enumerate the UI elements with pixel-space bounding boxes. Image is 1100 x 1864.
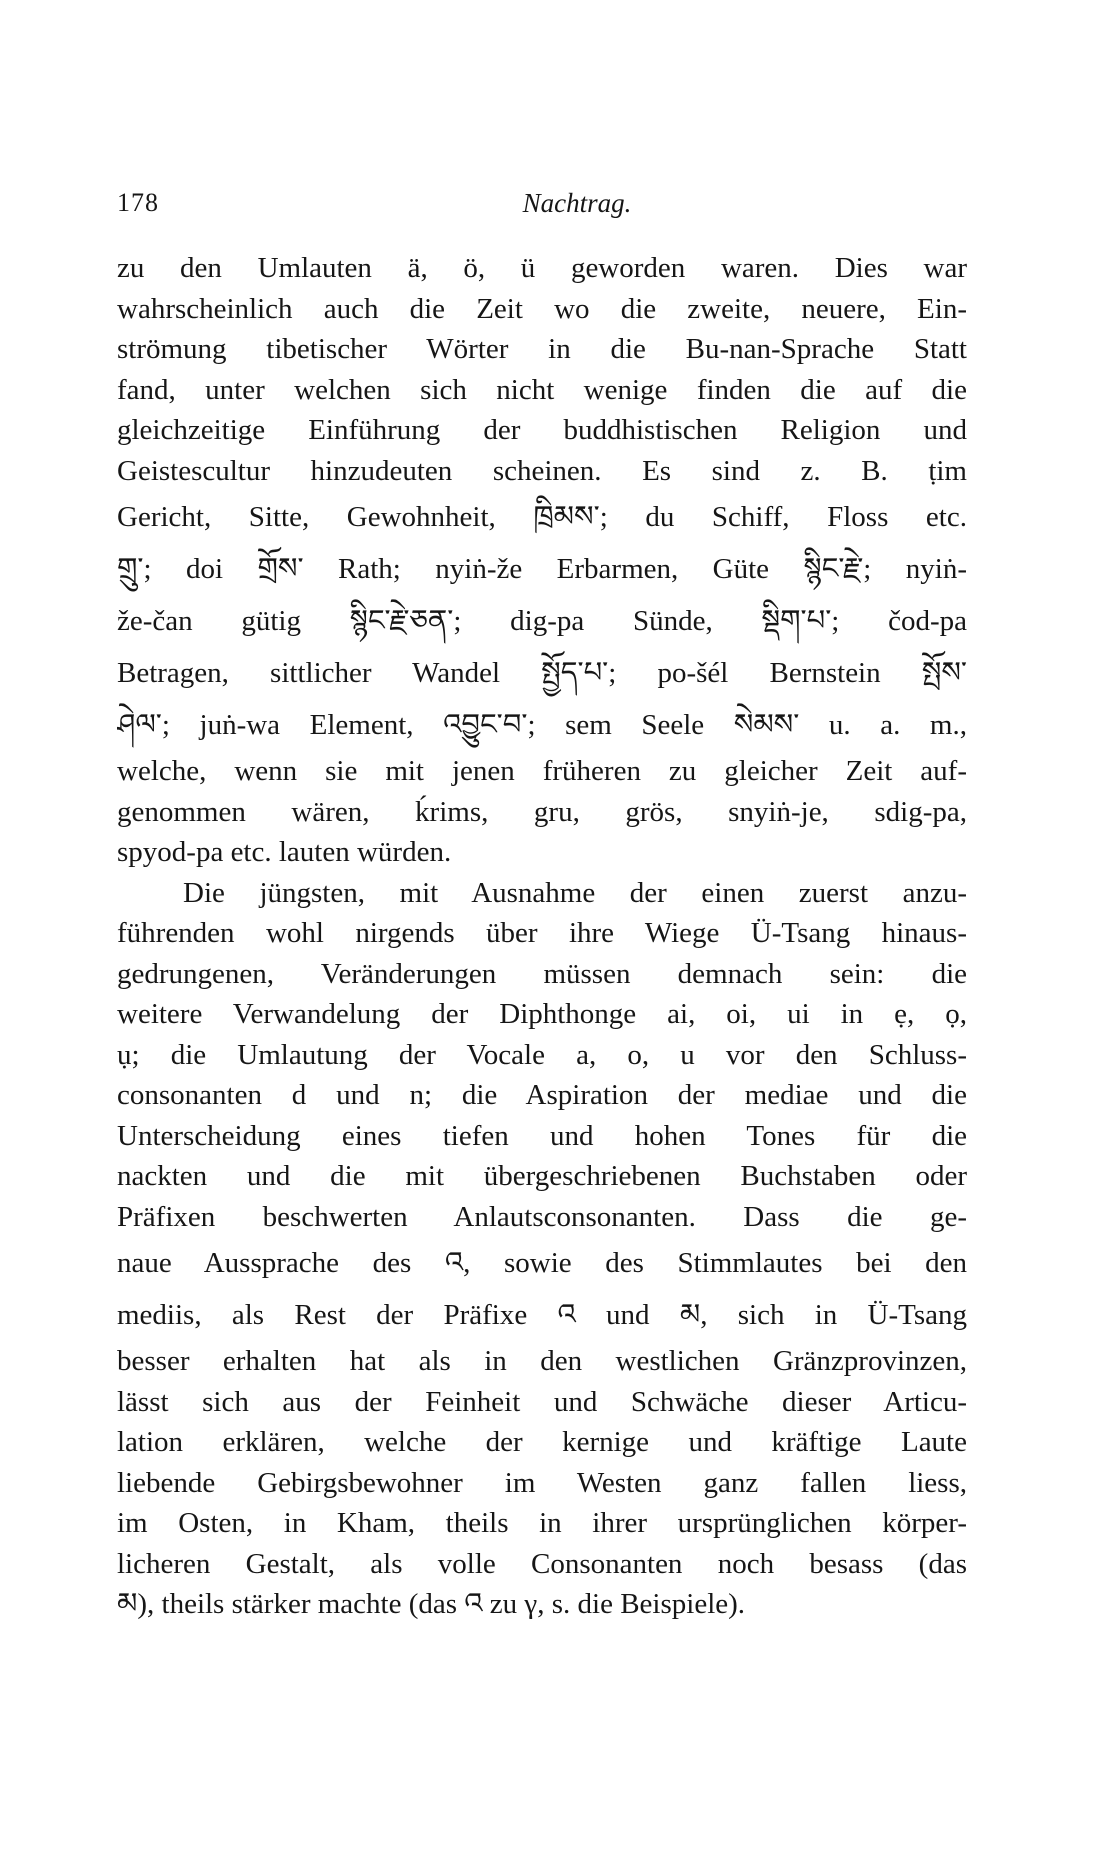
text-line: naue Aussprache des འ, sowie des Stimmlautes bei den <box>117 1247 967 1279</box>
text-line: consonanten d und n; die Aspiration der mediae und die <box>117 1079 967 1111</box>
text-line: lation erklären, welche der kernige und kräftige Laute <box>117 1426 967 1458</box>
text-line: ཤེལ་; juṅ-wa Element, འབྱུང་བ་; sem Seele སེམས་ u. a. m., <box>117 709 967 741</box>
text-line: Geistescultur hinzudeuten scheinen. Es sind z. B. ṭim <box>117 454 967 487</box>
text-line: lässt sich aus der Feinheit und Schwäche dieser Articu- <box>117 1385 967 1418</box>
text-line: welche, wenn sie mit jenen früheren zu gleicher Zeit auf- <box>117 755 967 787</box>
text-line: Unterscheidung eines tiefen und hohen Tones für die <box>117 1119 967 1152</box>
text-line: Betragen, sittlicher Wandel སྤྱོད་པ་; po-šél Bernstein སྤོས་ <box>117 657 967 689</box>
text-line: མ), theils stärker machte (das འ zu γ, s. die Beispiele). <box>117 1588 746 1620</box>
page-number: 178 <box>117 188 159 217</box>
text-line: gedrungenen, Veränderungen müssen demnach sein: die <box>117 957 967 990</box>
paragraph-1 <box>117 248 967 873</box>
text-line: གྲུ་; doi གྲོས་ Rath; nyiṅ-že Erbarmen, Güte སྙིང་རྗེ་; nyiṅ- <box>117 553 967 585</box>
text-line: že-čan gütig སྙིང་རྗེ་ཅན་; dig-pa Sünde, སྡིག་པ་; čod-pa <box>117 605 967 637</box>
text-line: licheren Gestalt, als volle Consonanten noch besass (das <box>117 1547 967 1580</box>
text-line: strömung tibetischer Wörter in die Bu-nan-Sprache Statt <box>117 333 967 365</box>
text-line: mediis, als Rest der Präfixe འ und མ, sich in Ü-Tsang <box>117 1299 967 1331</box>
text-line: besser erhalten hat als in den westlichen Gränzprovinzen, <box>117 1345 967 1377</box>
text-line: genommen wären, ḱrims, gru, grös, snyiṅ-je, sdig-pa, <box>117 795 967 828</box>
text-line: liebende Gebirgsbewohner im Westen ganz fallen liess, <box>117 1466 967 1499</box>
text-line: gleichzeitige Einführung der buddhistischen Religion und <box>117 414 967 446</box>
page-header <box>117 188 967 228</box>
text-line: führenden wohl nirgends über ihre Wiege Ü-Tsang hinaus- <box>117 917 967 949</box>
text-line: Gericht, Sitte, Gewohnheit, ཁྲིམས་; du Schiff, Floss etc. <box>117 501 967 533</box>
text-line: weitere Verwandelung der Diphthonge ai, oi, ui in ẹ, ọ, <box>117 998 967 1030</box>
paragraph-2 <box>117 873 967 1625</box>
text-line: spyod-pa etc. lauten würden. <box>117 836 452 868</box>
text-line: Präfixen beschwerten Anlautsconsonanten. Dass die ge- <box>117 1200 967 1233</box>
body-text <box>117 248 967 1625</box>
text-line: im Osten, in Kham, theils in ihrer ursprünglichen körper- <box>117 1507 967 1539</box>
text-line: ụ; die Umlautung der Vocale a, o, u vor den Schluss- <box>117 1038 967 1071</box>
text-line: nackten und die mit übergeschriebenen Buchstaben oder <box>117 1160 967 1192</box>
text-line: wahrscheinlich auch die Zeit wo die zweite, neuere, Ein- <box>117 292 967 325</box>
text-line: fand, unter welchen sich nicht wenige finden die auf die <box>117 373 967 406</box>
text-line: Die jüngsten, mit Ausnahme der einen zuerst anzu- <box>183 876 967 909</box>
text-line: zu den Umlauten ä, ö, ü geworden waren. Dies war <box>117 252 967 284</box>
running-title: Nachtrag. <box>522 188 632 218</box>
